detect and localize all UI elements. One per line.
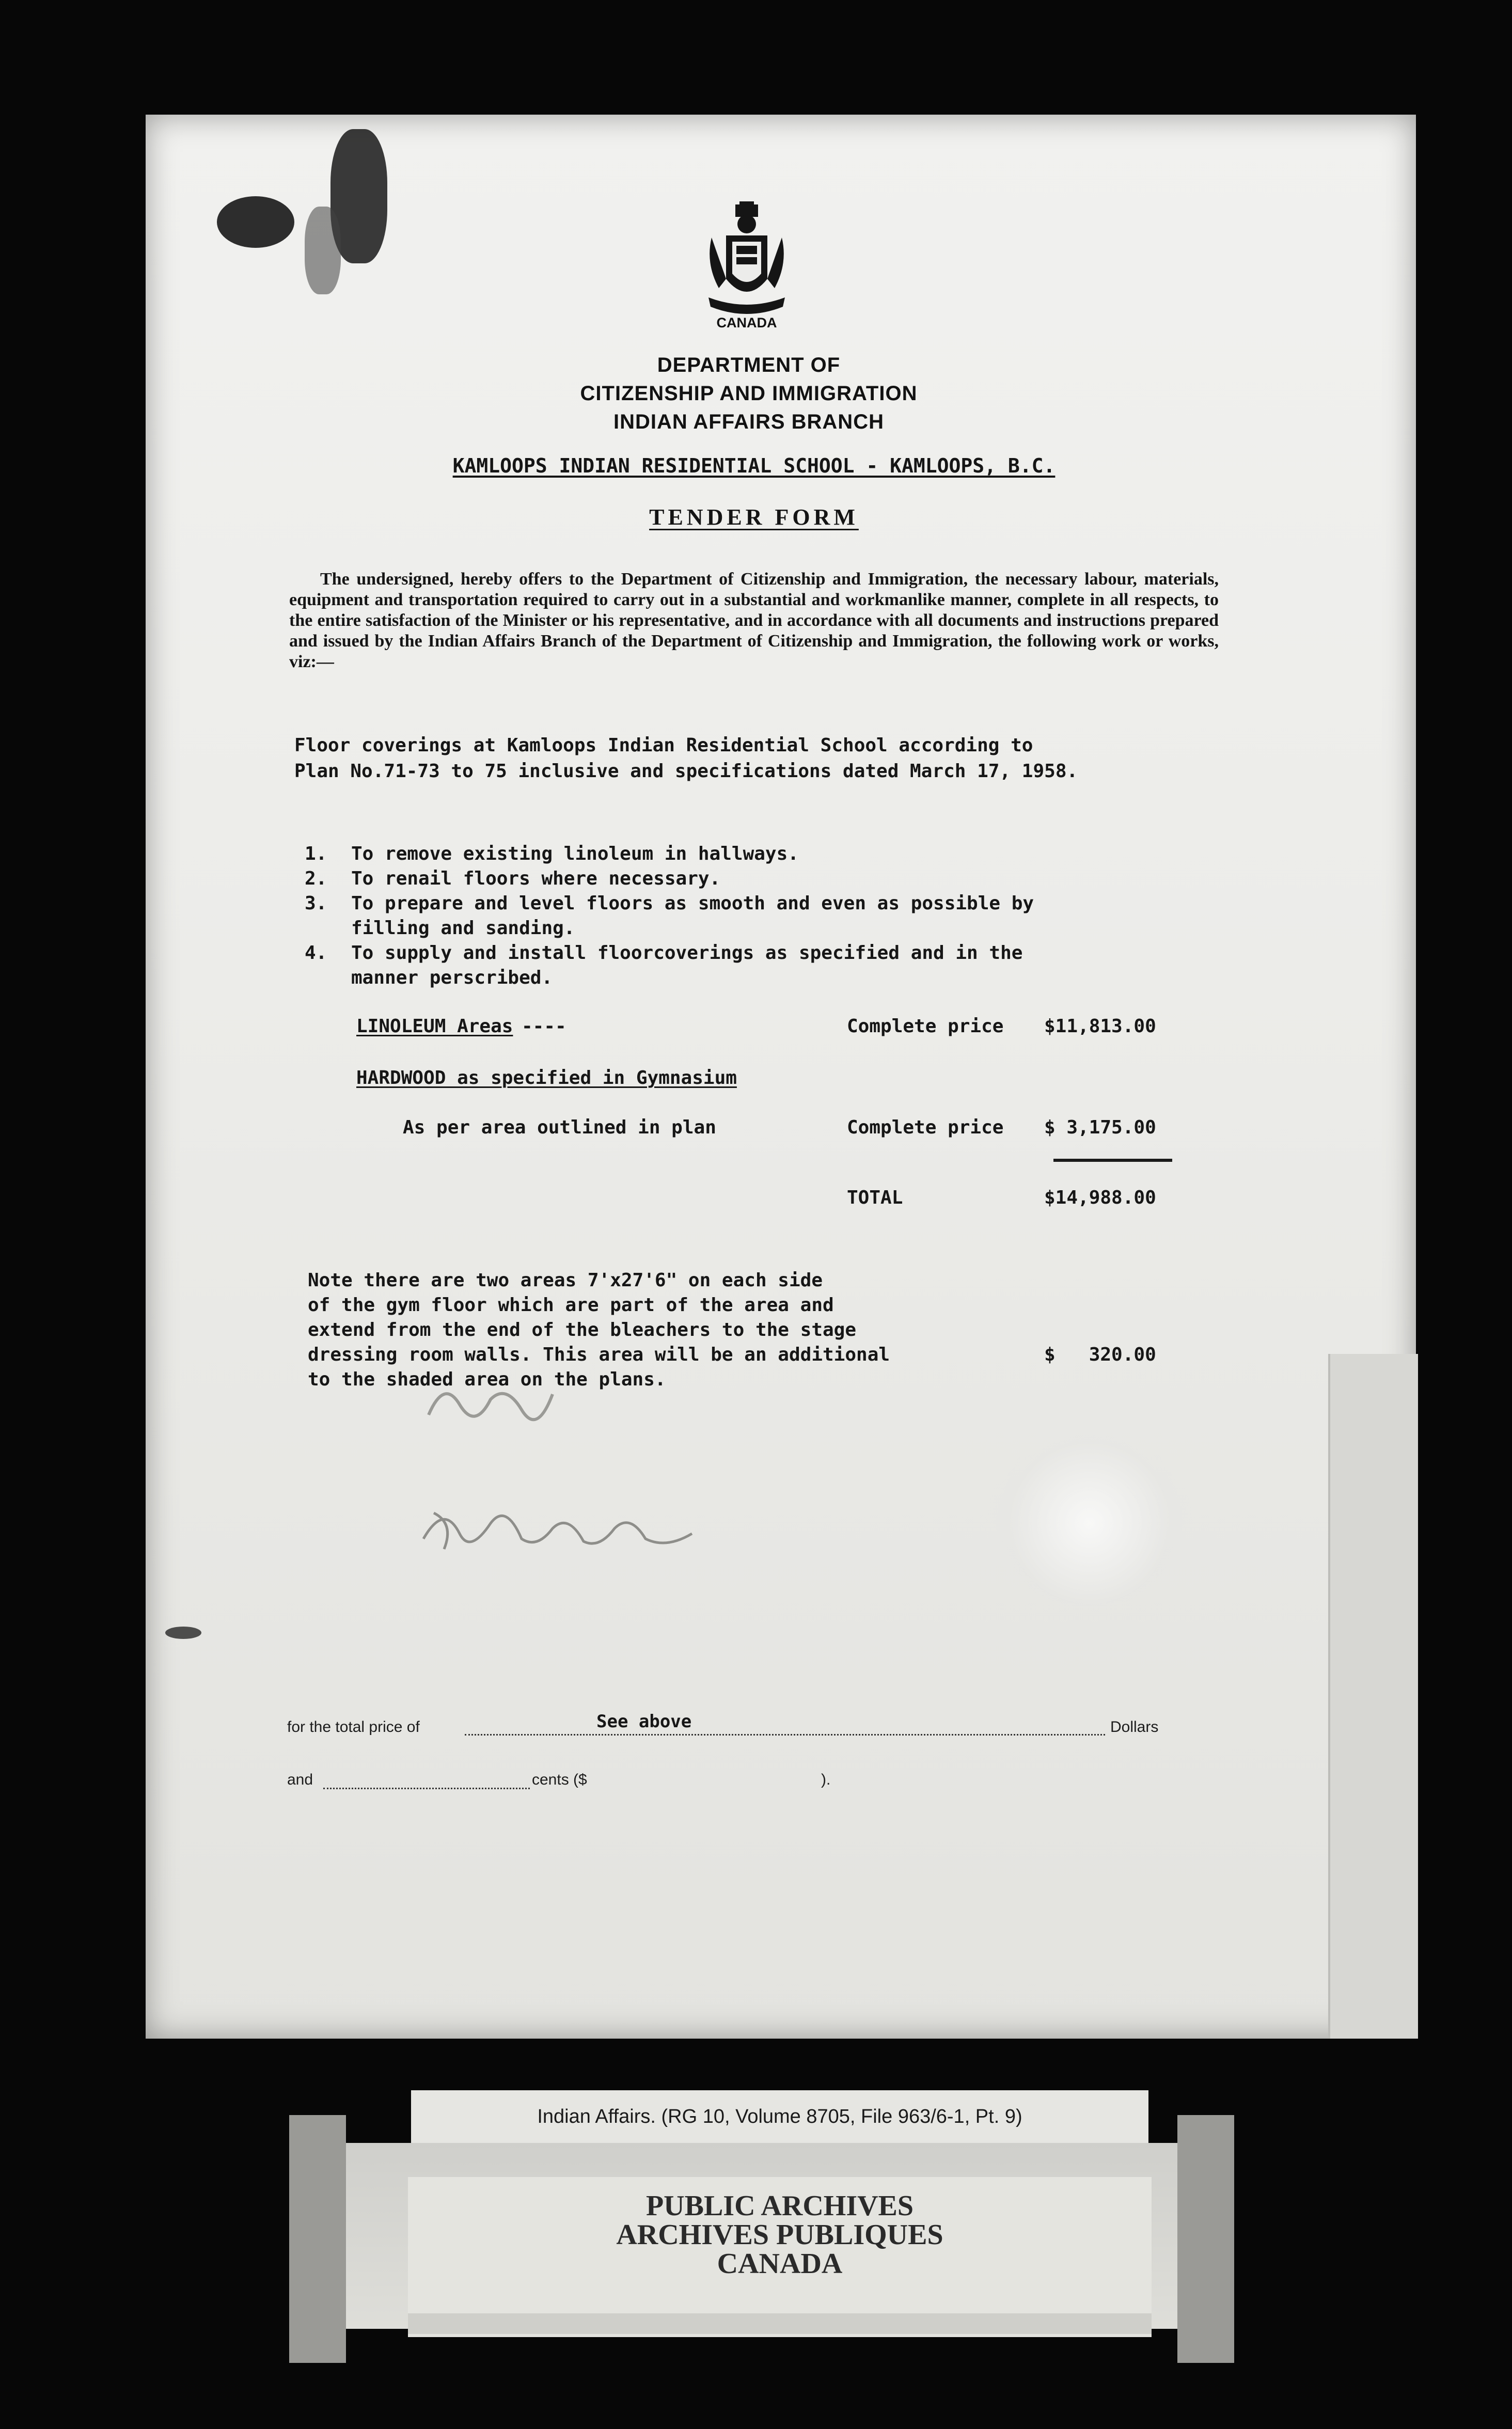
- linoleum-dashes: ----: [522, 1016, 566, 1037]
- hardwood-label: HARDWOOD as specified in Gymnasium: [356, 1067, 737, 1089]
- linoleum-label: LINOLEUM Areas: [356, 1016, 513, 1037]
- total-price-value: See above: [596, 1711, 692, 1732]
- item-text: To supply and install floorcoverings as specified and in the: [351, 942, 1023, 964]
- department-title: DEPARTMENT OF: [657, 354, 841, 376]
- linoleum-price: $11,813.00: [1044, 1016, 1156, 1037]
- item-text-continued: manner perscribed.: [351, 967, 553, 988]
- complete-price-label: Complete price: [847, 1117, 1004, 1138]
- item-text-continued: filling and sanding.: [351, 918, 575, 939]
- item-number: 3.: [305, 893, 327, 914]
- clip-left: [289, 2115, 346, 2363]
- note-line: Note there are two areas 7'x27'6" on each side: [308, 1270, 823, 1291]
- total-price: $14,988.00: [1044, 1187, 1156, 1208]
- complete-price-label: Complete price: [847, 1016, 1004, 1037]
- faint-signature-upper: [423, 1374, 558, 1430]
- item-text: To prepare and level floors as smooth and even as possible by: [351, 893, 1034, 914]
- item-text: To renail floors where necessary.: [351, 868, 721, 889]
- ink-smudge: [217, 196, 294, 248]
- embossed-seal: [981, 1425, 1198, 1621]
- archives-stamp-line: PUBLIC ARCHIVES: [645, 2190, 914, 2222]
- scope-line: Plan No.71-73 to 75 inclusive and specifications dated March 17, 1958.: [294, 761, 1078, 782]
- tender-intro-paragraph: The undersigned, hereby offers to the Department of Citizenship and Immigration, the necessary labour, materials, equipment and transportation required to carry out in a substantial and workmanlike manner, complete in all respects, to the entire satisfaction of the Minister or his representative, and in accordance with all documents and instructions prepared and issued by the Indian Affairs Branch of the Department of Citizenship and Immigration, the following work or works, viz:—: [289, 570, 1219, 671]
- clip-right: [1177, 2115, 1234, 2363]
- cents-prefix: and: [287, 1771, 313, 1788]
- ink-smudge: [165, 1627, 201, 1639]
- total-rule: [1053, 1159, 1172, 1162]
- item-number: 1.: [305, 843, 327, 864]
- cents-dotted-line: [323, 1788, 530, 1789]
- department-subtitle: CITIZENSHIP AND IMMIGRATION: [580, 382, 918, 405]
- cents-suffix: ).: [821, 1771, 831, 1788]
- note-line: of the gym floor which are part of the area and: [308, 1295, 834, 1316]
- archive-reference-label: Indian Affairs. (RG 10, Volume 8705, File 963/6-1, Pt. 9): [537, 2106, 1022, 2127]
- item-number: 2.: [305, 868, 327, 889]
- total-price-suffix: Dollars: [1110, 1718, 1159, 1736]
- scope-line: Floor coverings at Kamloops Indian Residential School according to: [294, 735, 1033, 756]
- item-text: To remove existing linoleum in hallways.: [351, 843, 799, 864]
- archives-stamp-line: CANADA: [717, 2248, 843, 2280]
- total-price-dotted-line: [465, 1734, 1105, 1736]
- ink-smudge: [305, 207, 341, 294]
- form-title: TENDER FORM: [649, 504, 859, 530]
- note-line: extend from the end of the bleachers to the stage: [308, 1319, 857, 1340]
- handwritten-signature: [413, 1492, 702, 1565]
- note-line: dressing room walls. This area will be an additional: [308, 1344, 890, 1365]
- item-number: 4.: [305, 942, 327, 964]
- hardwood-price: $ 3,175.00: [1044, 1117, 1156, 1138]
- total-label: TOTAL: [847, 1187, 903, 1208]
- note-line: to the shaded area on the plans.: [308, 1369, 666, 1390]
- folded-page-edge: [1328, 1354, 1418, 2039]
- crest-label: CANADA: [716, 315, 777, 330]
- note-price: $ 320.00: [1044, 1344, 1156, 1365]
- bottom-mount-strip: [408, 2313, 1152, 2334]
- total-price-prefix: for the total price of: [287, 1718, 420, 1736]
- canada-coat-of-arms-icon: [705, 201, 788, 325]
- cents-middle: cents ($: [532, 1771, 587, 1788]
- archives-stamp-line: ARCHIVES PUBLIQUES: [616, 2219, 943, 2251]
- school-heading: KAMLOOPS INDIAN RESIDENTIAL SCHOOL - KAMLOOPS, B.C.: [452, 454, 1056, 477]
- hardwood-area: As per area outlined in plan: [403, 1117, 716, 1138]
- branch-title: INDIAN AFFAIRS BRANCH: [613, 411, 884, 433]
